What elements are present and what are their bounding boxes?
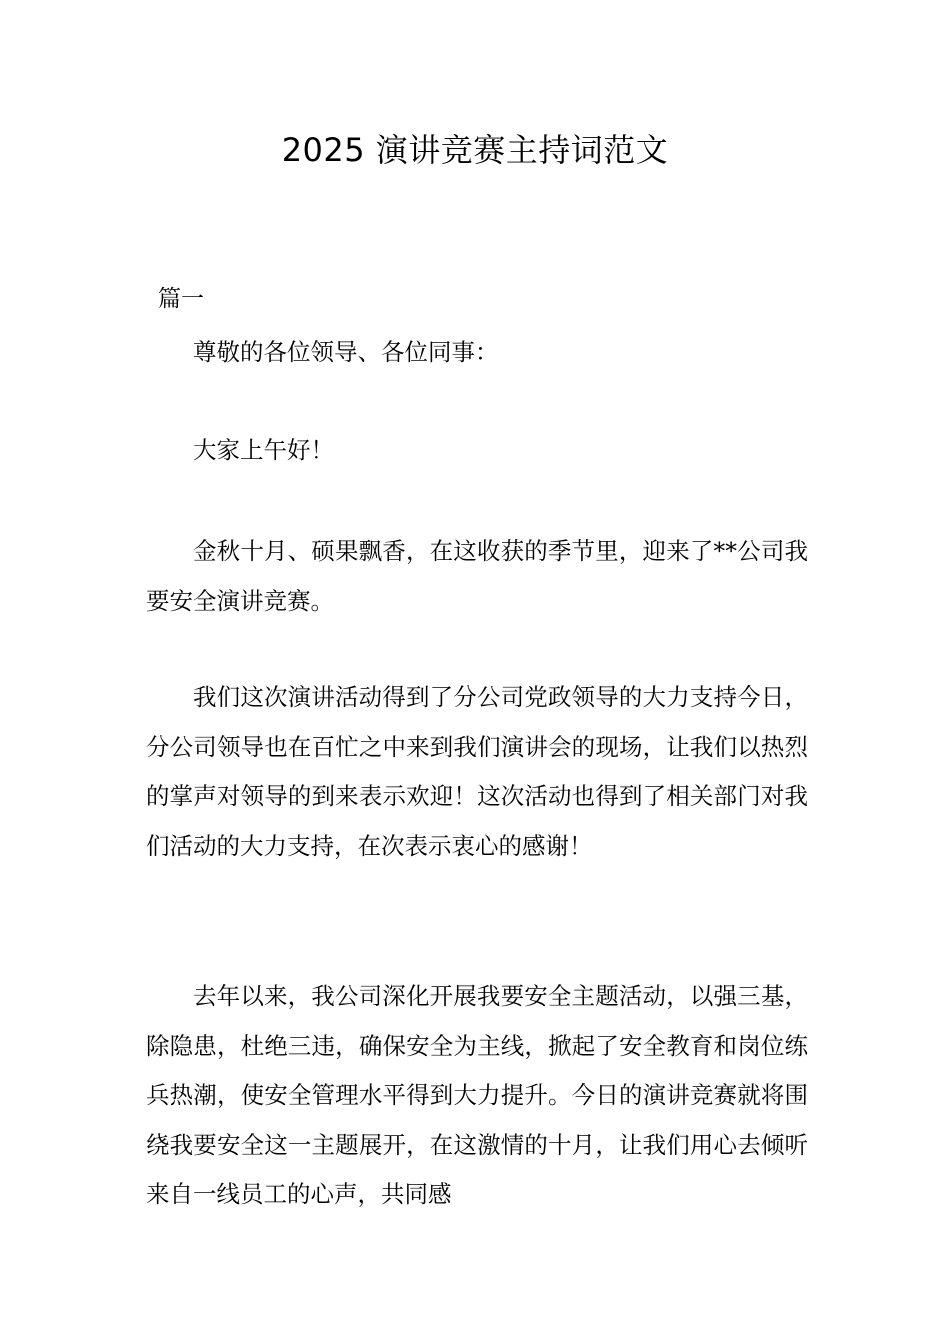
paragraph-thanks: 我们这次演讲活动得到了分公司党政领导的大力支持今日，分公司领导也在百忙之中来到我们演讲会的现场，让我们以热烈的掌声对领导的到来表示欢迎！这次活动也得到了相关部门对我们活动的大力支持，在次表示衷心的感谢！ xyxy=(146,683,808,860)
section-label: 篇一 xyxy=(158,286,204,312)
document-title: 2025 演讲竞赛主持词范文 xyxy=(281,131,669,169)
paragraph-salutation: 大家上午好！ xyxy=(193,436,334,464)
paragraph-opening: 金秋十月、硕果飘香，在这收获的季节里，迎来了**公司我要安全演讲竞赛。 xyxy=(146,537,808,615)
paragraph-greeting: 尊敬的各位领导、各位同事： xyxy=(193,338,499,366)
paragraph-theme: 去年以来，我公司深化开展我要安全主题活动，以强三基，除隐患，杜绝三违，确保安全为主线，掀起了安全教育和岗位练兵热潮，使安全管理水平得到大力提升。今日的演讲竞赛就将围绕我要安全这一主题展开，在这激情的十月，让我们用心去倾听来自一线员工的心声，共同感 xyxy=(146,982,808,1208)
